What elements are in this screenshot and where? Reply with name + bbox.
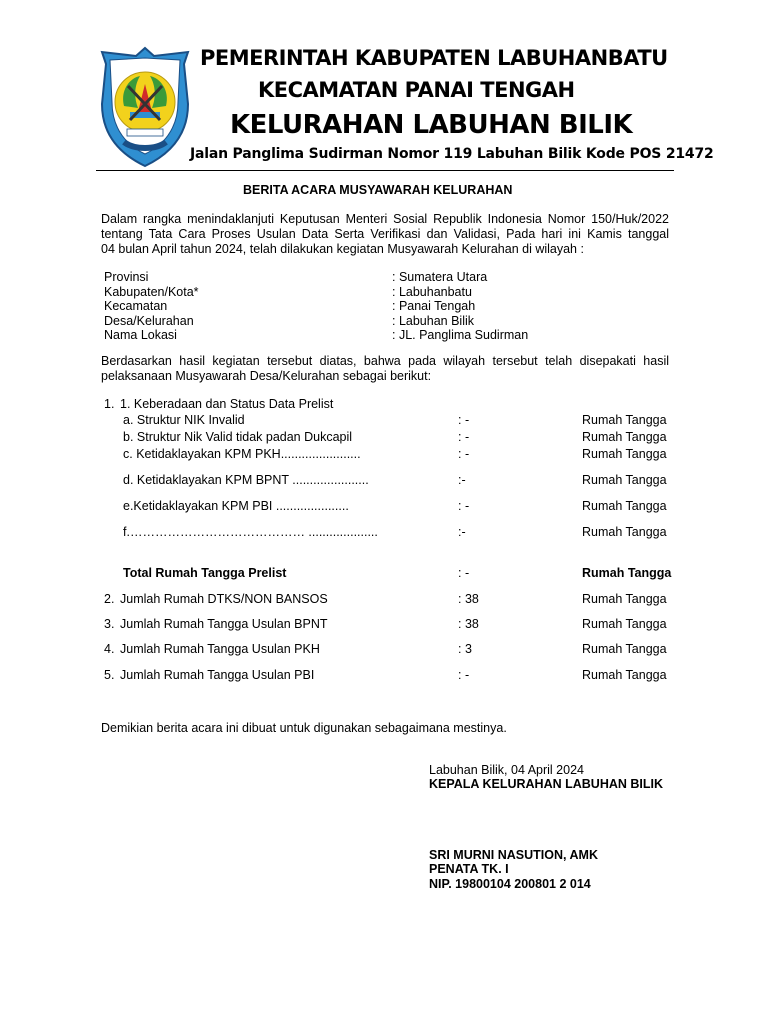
item-value: : 3 [458,642,472,656]
section-number: 1. [104,397,115,411]
letterhead-village: KELURAHAN LABUHAN BILIK [230,110,633,140]
item-value: : 38 [458,617,479,631]
item-value: : - [458,430,470,444]
signatory-nip: NIP. 19800104 200801 2 014 [429,877,591,891]
intro-paragraph [101,212,669,257]
item-unit: Rumah Tangga [582,642,667,656]
item-value: :- [458,473,466,487]
value-location-name: : JL. Panglima Sudirman [392,328,529,342]
kabupaten-emblem-icon [100,46,190,168]
item-unit: Rumah Tangga [582,499,667,513]
item-label: a. Struktur NIK Invalid [123,413,245,427]
item-value: : 38 [458,592,479,606]
item-value: : - [458,447,470,461]
item-number: 4. [104,642,115,656]
item-unit: Rumah Tangga [582,668,667,682]
table-row [0,430,768,446]
item-label: e.Ketidaklayakan KPM PBI ..................... [123,499,349,513]
letterhead-government: PEMERINTAH KABUPATEN LABUHANBATU [200,46,668,70]
item-unit: Rumah Tangga [582,592,667,606]
table-row [0,447,768,463]
intro-line: 04 bulan April tahun 2024, telah dilakukan kegiatan Musyawarah Kelurahan di wilayah : [101,242,584,256]
label-location-name: Nama Lokasi [104,328,177,342]
item-value: : - [458,413,470,427]
item-unit: Rumah Tangga [582,430,667,444]
intro-line: Dalam rangka menindaklanjuti Keputusan Menteri Sosial Republik Indonesia Nomor 150/Huk/2022 [101,212,669,226]
result-paragraph [101,354,669,384]
label-province: Provinsi [104,270,149,284]
value-province: : Sumatera Utara [392,270,488,284]
item-number: 5. [104,668,115,682]
item-label: Jumlah Rumah Tangga Usulan PBI [120,668,315,682]
value-regency: : Labuhanbatu [392,284,472,299]
section-heading-text: 1. Keberadaan dan Status Data Prelist [120,397,334,411]
label-regency: Kabupaten/Kota* [104,284,199,299]
item-label: Jumlah Rumah Tangga Usulan BPNT [120,617,328,631]
total-label: Total Rumah Tangga Prelist [123,566,287,580]
total-row [0,566,768,582]
item-number: 2. [104,592,115,606]
item-label: b. Struktur Nik Valid tidak padan Dukcapil [123,430,353,444]
label-village: Desa/Kelurahan [104,313,194,328]
item-label: c. Ketidaklayakan KPM PKH....................... [123,447,361,461]
signature-position: KEPALA KELURAHAN LABUHAN BILIK [429,777,664,791]
location-values [392,270,528,343]
item-number: 3. [104,617,115,631]
item-unit: Rumah Tangga [582,447,667,461]
table-row [0,525,768,541]
closing-sentence: Demikian berita acara ini dibuat untuk digunakan sebagaimana mestinya. [101,721,507,735]
total-unit: Rumah Tangga [582,566,672,580]
location-labels [104,270,199,343]
item-value: :- [458,525,466,539]
signature-place-date: Labuhan Bilik, 04 April 2024 [429,763,584,777]
table-row [0,592,768,608]
section-1-heading [0,397,768,413]
table-row [0,473,768,489]
table-row [0,499,768,515]
letterhead-district: KECAMATAN PANAI TENGAH [258,78,575,102]
total-value: : - [458,566,470,580]
result-line: pelaksanaan Musyawarah Desa/Kelurahan sebagai berikut: [101,369,432,383]
signatory-rank: PENATA TK. I [429,862,509,876]
item-label: Jumlah Rumah DTKS/NON BANSOS [120,592,328,606]
letterhead-address: Jalan Panglima Sudirman Nomor 119 Labuhan Bilik Kode POS 21472 [190,146,714,162]
result-line: Berdasarkan hasil kegiatan tersebut diatas, bahwa pada wilayah tersebut telah disepakati hasil [101,354,669,368]
letterhead-divider [96,170,674,171]
item-unit: Rumah Tangga [582,413,667,427]
value-subdistrict: : Panai Tengah [392,299,476,313]
item-label: f.…………………………………… .................... [123,525,378,539]
item-unit: Rumah Tangga [582,525,667,539]
document-title: BERITA ACARA MUSYAWARAH KELURAHAN [243,183,513,197]
item-unit: Rumah Tangga [582,473,667,487]
intro-line: tentang Tata Cara Proses Usulan Data Serta Verifikasi dan Validasi, Pada hari ini Kamis tanggal [101,227,669,241]
signatory-name: SRI MURNI NASUTION, AMK [429,848,598,862]
value-village: : Labuhan Bilik [392,313,475,328]
table-row [0,413,768,429]
table-row [0,617,768,633]
item-unit: Rumah Tangga [582,617,667,631]
item-label: d. Ketidaklayakan KPM BPNT ...................... [123,473,369,487]
item-value: : - [458,499,470,513]
table-row [0,642,768,658]
item-value: : - [458,668,470,682]
table-row [0,668,768,684]
item-label: Jumlah Rumah Tangga Usulan PKH [120,642,320,656]
label-subdistrict: Kecamatan [104,299,168,313]
